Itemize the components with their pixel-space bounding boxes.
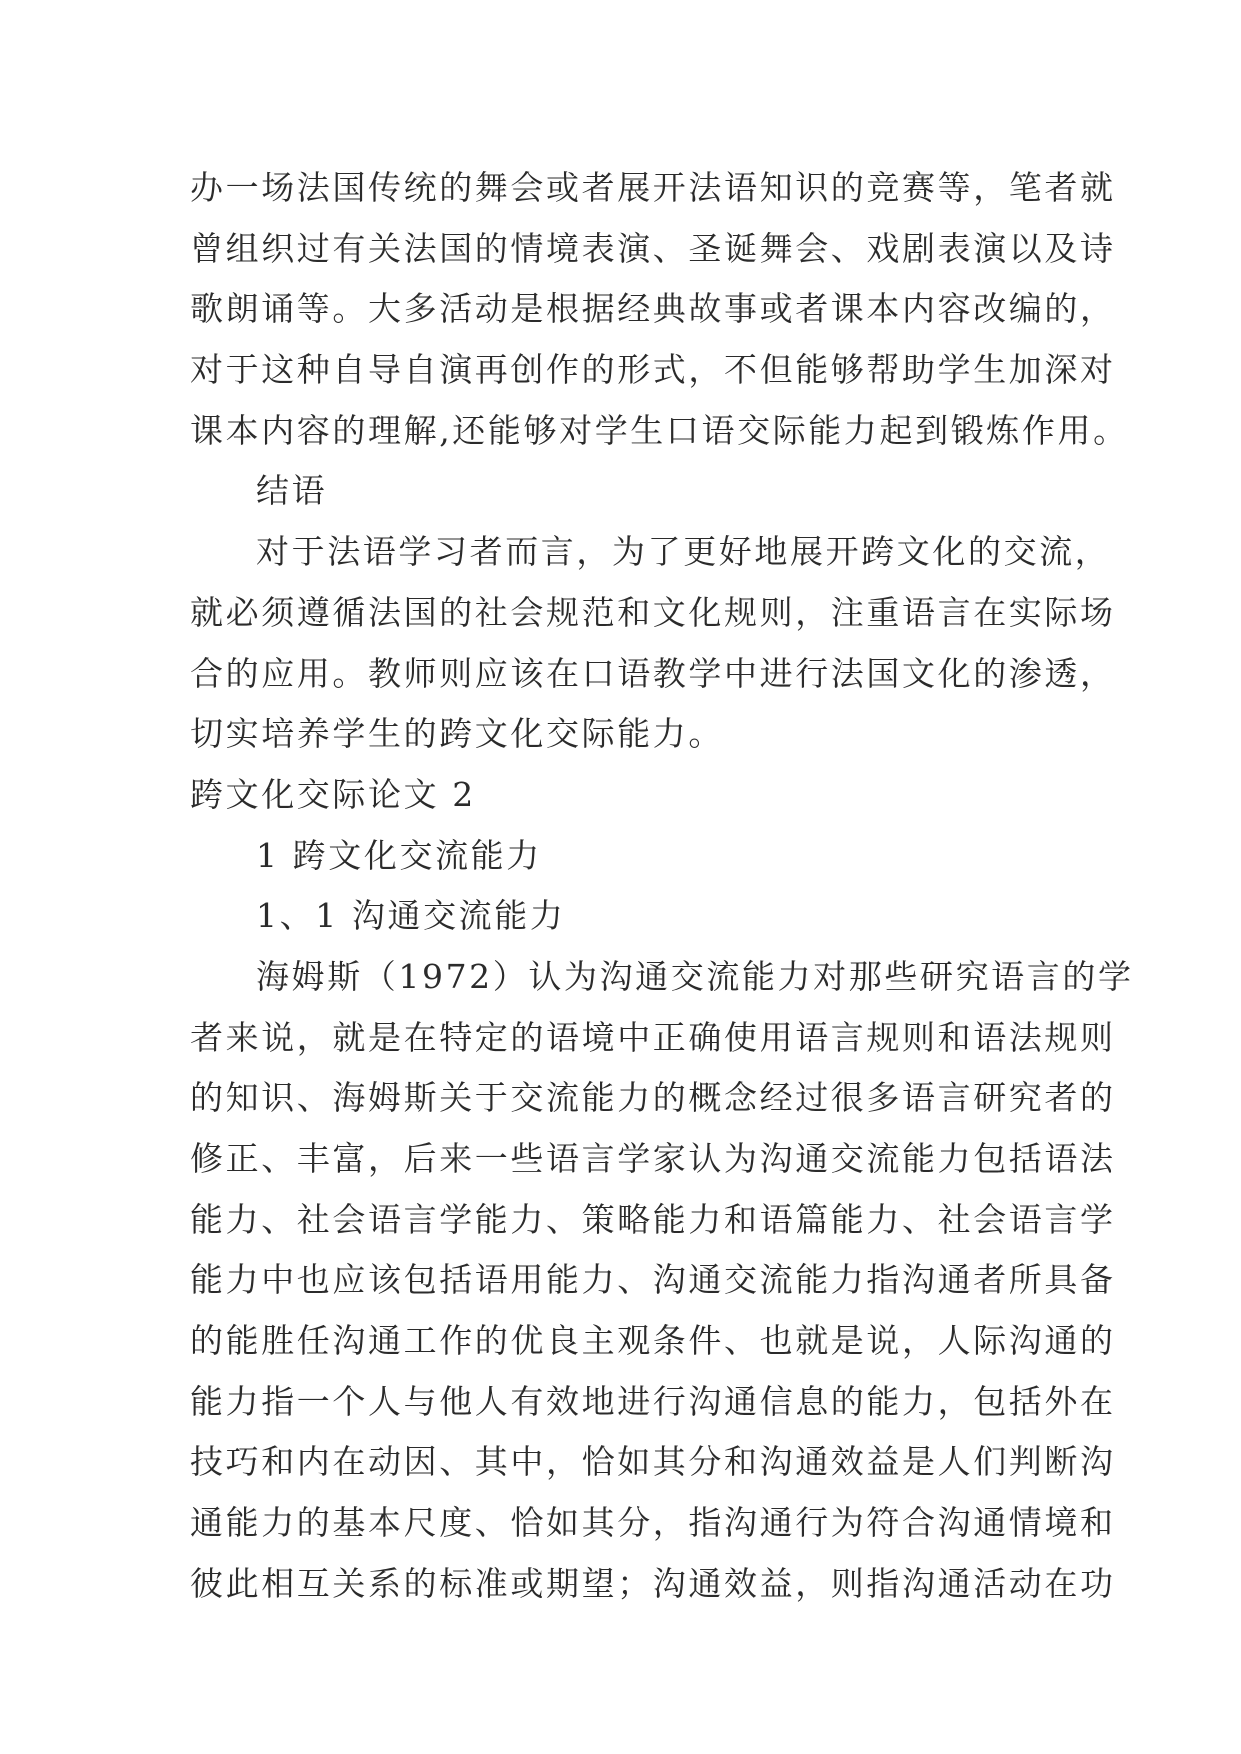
body-line: 修正、丰富，后来一些语言学家认为沟通交流能力包括语法 <box>190 1139 1116 1178</box>
body-line: 能力中也应该包括语用能力、沟通交流能力指沟通者所具备 <box>190 1260 1116 1300</box>
body-line: 对于这种自导自演再创作的形式，不但能够帮助学生加深对 <box>190 350 1116 390</box>
body-line: 海姆斯（1972）认为沟通交流能力对那些研究语言的学 <box>256 956 1134 996</box>
body-line: 能力指一个人与他人有效地进行沟通信息的能力，包括外在 <box>190 1381 1116 1421</box>
body-line: 彼此相互关系的标准或期望；沟通效益，则指沟通活动在功 <box>190 1563 1116 1603</box>
body-line: 切实培养学生的跨文化交际能力。 <box>190 714 724 754</box>
body-line: 通能力的基本尺度、恰如其分，指沟通行为符合沟通情境和 <box>190 1503 1116 1543</box>
body-line: 办一场法国传统的舞会或者展开法语知识的竞赛等，笔者就 <box>190 168 1116 207</box>
section-heading-conclusion: 结语 <box>256 471 328 511</box>
body-line: 能力、社会语言学能力、策略能力和语篇能力、社会语言学 <box>190 1199 1116 1239</box>
body-line: 对于法语学习者而言，为了更好地展开跨文化的交流， <box>256 532 1111 572</box>
body-line: 歌朗诵等。大多活动是根据经典故事或者课本内容改编的， <box>190 289 1116 329</box>
body-line: 课本内容的理解,还能够对学生口语交际能力起到锻炼作用。 <box>190 410 1129 450</box>
article-title: 跨文化交际论文 2 <box>190 774 476 814</box>
section-heading: 1 跨文化交流能力 <box>256 835 542 875</box>
subsection-heading: 1、1 沟通交流能力 <box>256 896 566 936</box>
body-line: 技巧和内在动因、其中，恰如其分和沟通效益是人们判断沟 <box>190 1442 1116 1482</box>
body-line: 合的应用。教师则应该在口语教学中进行法国文化的渗透， <box>190 653 1116 693</box>
body-line: 就必须遵循法国的社会规范和文化规则，注重语言在实际场 <box>190 592 1116 632</box>
body-line: 者来说，就是在特定的语境中正确使用语言规则和语法规则 <box>190 1017 1116 1057</box>
body-line: 曾组织过有关法国的情境表演、圣诞舞会、戏剧表演以及诗 <box>190 228 1116 268</box>
body-line: 的知识、海姆斯关于交流能力的概念经过很多语言研究者的 <box>190 1078 1116 1118</box>
document-body <box>190 158 1134 1615</box>
body-line: 的能胜任沟通工作的优良主观条件、也就是说，人际沟通的 <box>190 1321 1116 1361</box>
